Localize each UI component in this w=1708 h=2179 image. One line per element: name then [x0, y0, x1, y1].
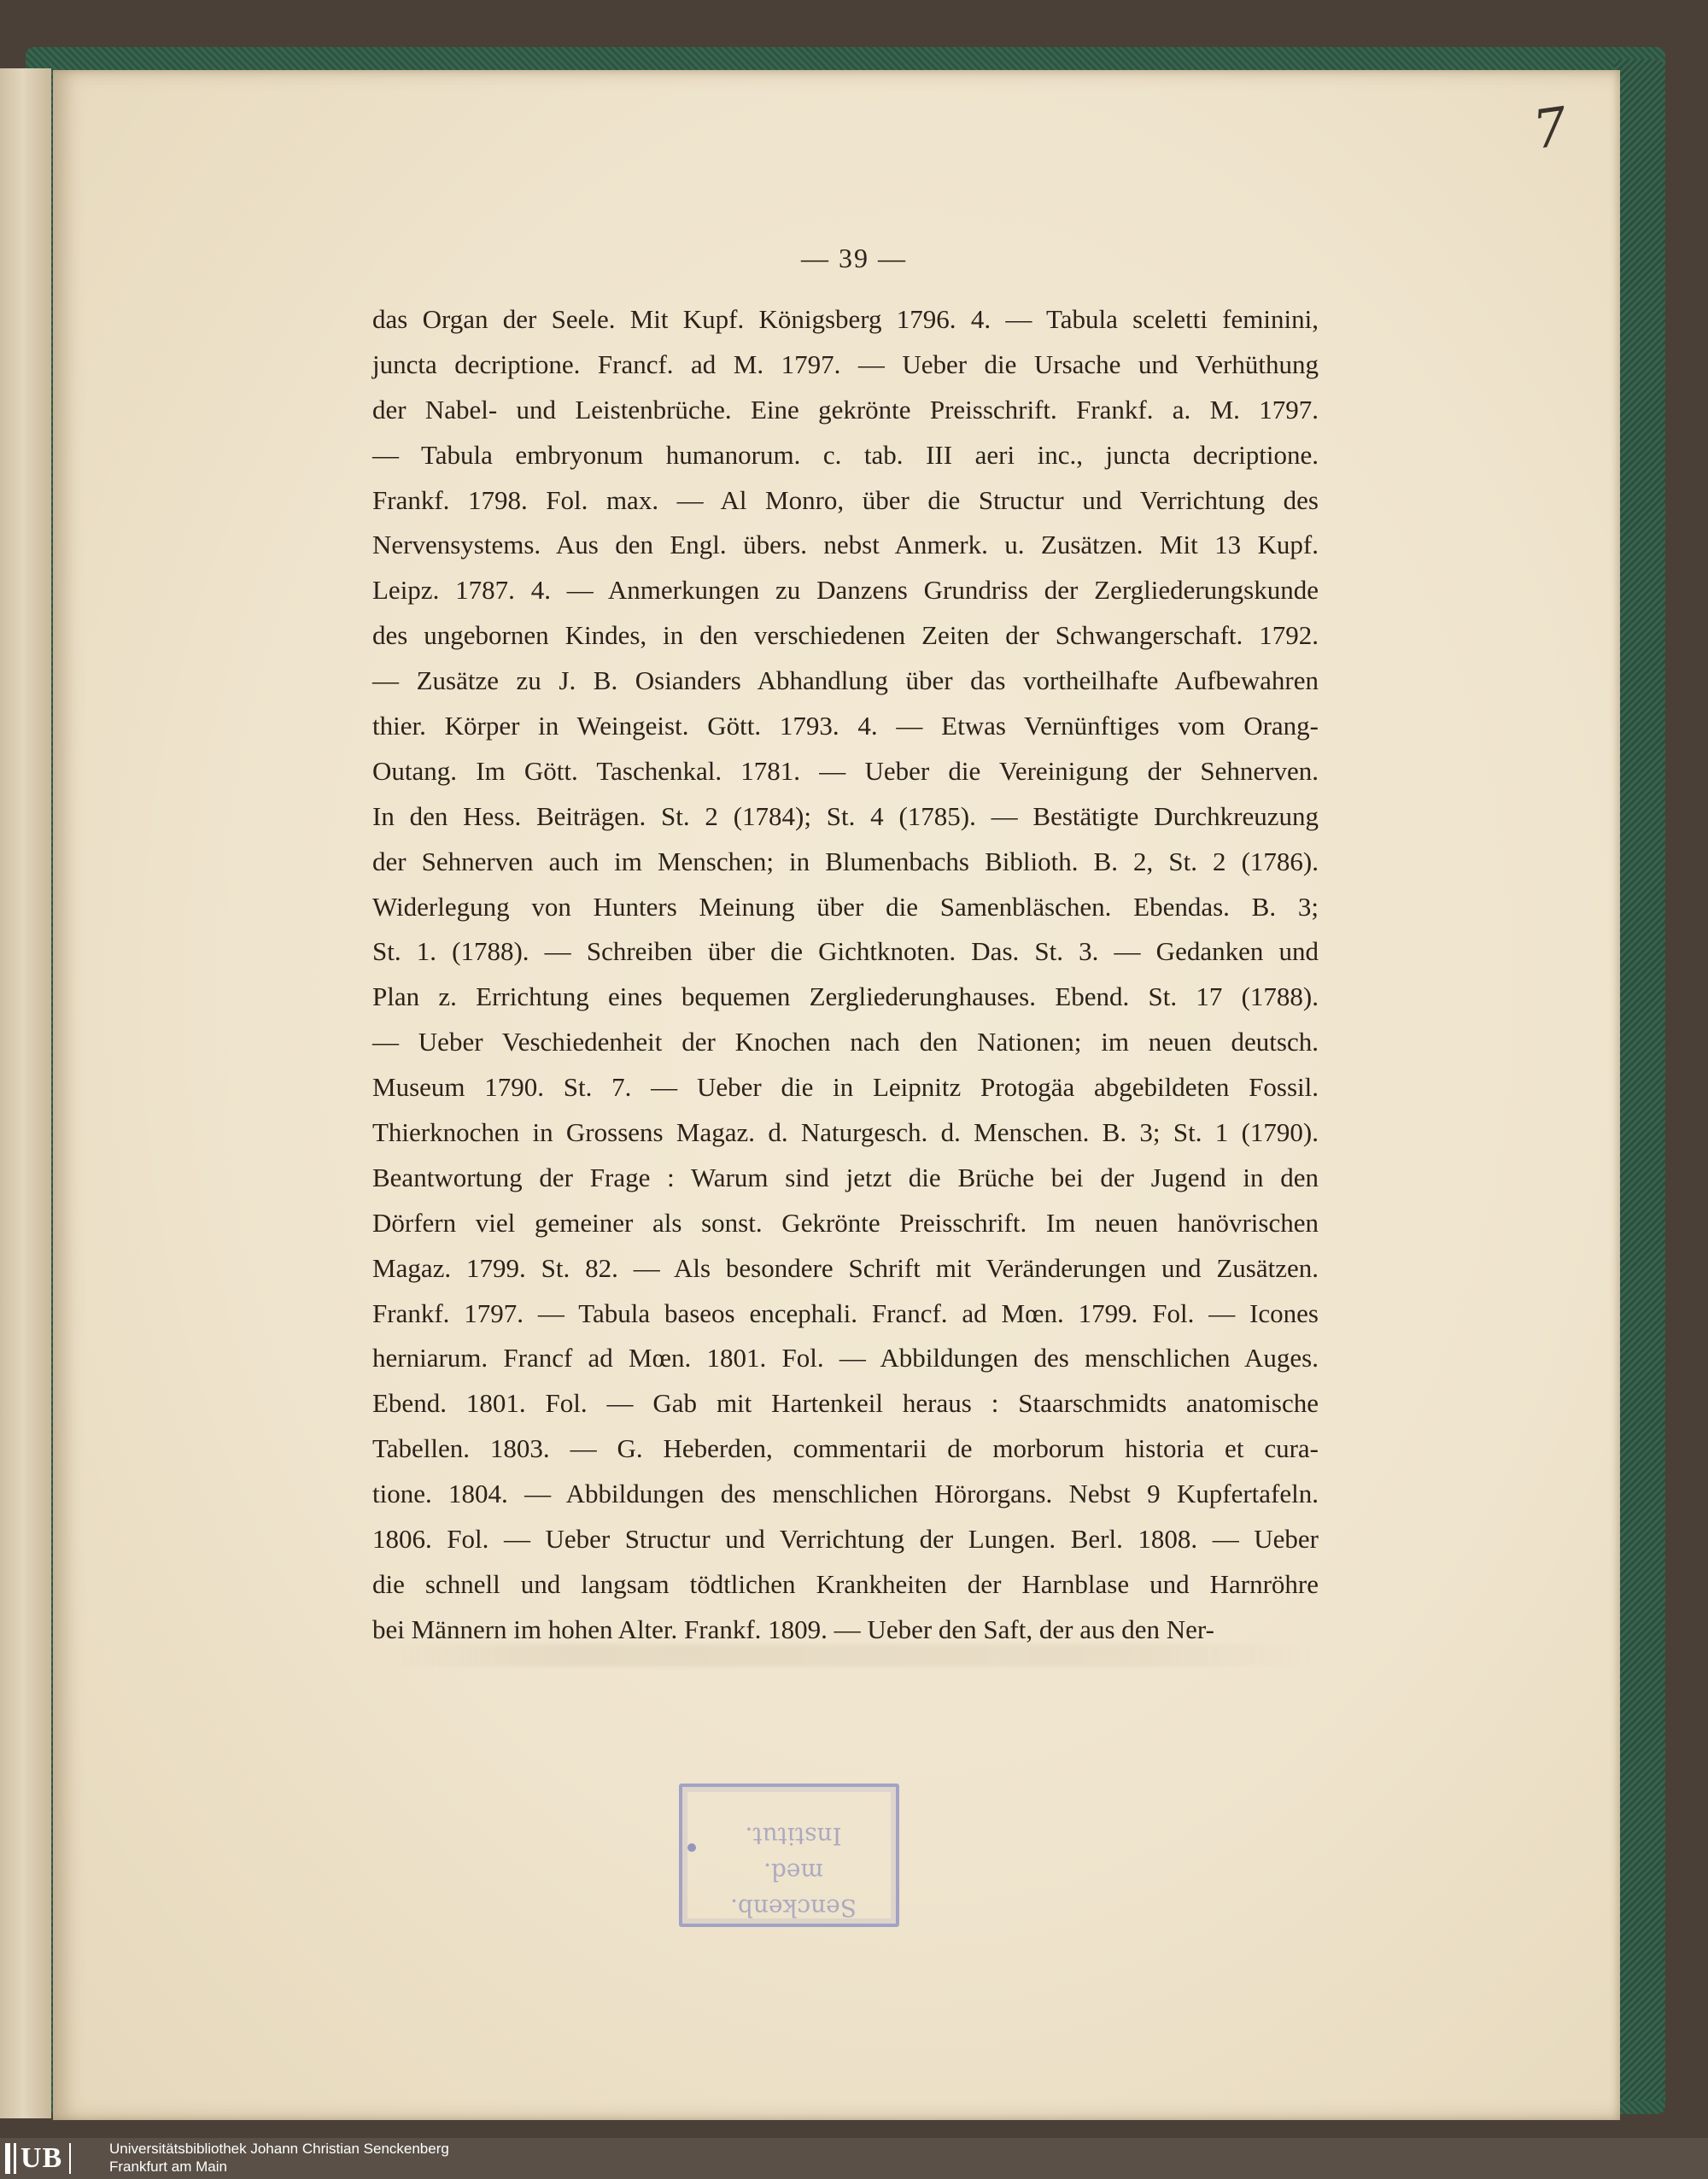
footer-text	[109, 2140, 449, 2176]
text-line: herniarum. Francf ad Mœn. 1801. Fol. — Abbildungen des menschlichen Auges.	[372, 1343, 1319, 1374]
text-line: Plan z. Errichtung eines bequemen Zergliederunghauses. Ebend. St. 17 (1788).	[372, 981, 1319, 1012]
footer-line: Frankfurt am Main	[109, 2158, 227, 2175]
text-line: Tabellen. 1803. — G. Heberden, commentarii de morborum historia et cura-	[372, 1433, 1319, 1464]
body-text	[372, 297, 1319, 1653]
handwritten-folio-number: 7	[1529, 95, 1571, 161]
logo-text: UB	[20, 2143, 71, 2174]
footer-line: Universitätsbibliothek Johann Christian Senckenberg	[109, 2141, 449, 2157]
text-line: Frankf. 1797. — Tabula baseos encephali. Francf. ad Mœn. 1799. Fol. — Icones	[372, 1297, 1319, 1328]
text-line: 1806. Fol. — Ueber Structur und Verrichtung der Lungen. Berl. 1808. — Ueber	[372, 1524, 1319, 1555]
left-page-edge	[0, 68, 51, 2118]
text-line: Museum 1790. St. 7. — Ueber die in Leipnitz Protogäa abgebildeten Fossil.	[372, 1072, 1319, 1103]
text-line: tione. 1804. — Abbildungen des menschlichen Hörorgans. Nebst 9 Kupfertafeln.	[372, 1479, 1319, 1509]
text-line: das Organ der Seele. Mit Kupf. Königsberg 1796. 4. — Tabula sceletti feminini,	[372, 304, 1319, 334]
text-line: der Nabel- und Leistenbrüche. Eine gekrönte Preisschrift. Frankf. a. M. 1797.	[372, 394, 1319, 425]
show-through-text	[384, 1644, 1315, 1666]
page-number: — 39 —	[801, 243, 907, 273]
text-line: bei Männern im hohen Alter. Frankf. 1809. — Ueber den Saft, der aus den Ner-	[372, 1614, 1214, 1644]
text-line: St. 1. (1788). — Schreiben über die Gichtknoten. Das. St. 3. — Gedanken und	[372, 936, 1319, 967]
stamp-text	[717, 1818, 870, 1925]
stamp-dot-icon	[687, 1843, 696, 1852]
text-line: juncta decriptione. Francf. ad M. 1797. — Ueber die Ursache und Verhüthung	[372, 349, 1319, 379]
text-line: — Tabula embryonum humanorum. c. tab. III aeri inc., juncta decriptione.	[372, 439, 1319, 470]
text-line: Nervensystems. Aus den Engl. übers. nebst Anmerk. u. Zusätzen. Mit 13 Kupf.	[372, 530, 1319, 560]
text-line: In den Hess. Beiträgen. St. 2 (1784); St. 4 (1785). — Bestätigte Durchkreuzung	[372, 800, 1319, 831]
text-line: Beantwortung der Frage : Warum sind jetzt die Brüche bei der Jugend in den	[372, 1162, 1319, 1192]
ub-logo	[5, 2143, 71, 2174]
stamp-line: Senckenb.	[730, 1894, 857, 1922]
text-line: Outang. Im Gött. Taschenkal. 1781. — Ueber die Vereinigung der Sehnerven.	[372, 755, 1319, 786]
text-line: der Sehnerven auch im Menschen; in Blumenbachs Biblioth. B. 2, St. 2 (1786).	[372, 846, 1319, 876]
text-line: Widerlegung von Hunters Meinung über die Samenbläschen. Ebendas. B. 3;	[372, 891, 1319, 922]
text-line: thier. Körper in Weingeist. Gött. 1793. 4. — Etwas Vernünftiges vom Orang-	[372, 711, 1319, 741]
book-cover-edge	[1614, 60, 1665, 2101]
text-line: Thierknochen in Grossens Magaz. d. Naturgesch. d. Menschen. B. 3; St. 1 (1790).	[372, 1117, 1319, 1148]
text-line: Leipz. 1787. 4. — Anmerkungen zu Danzens Grundriss der Zergliederungskunde	[372, 575, 1319, 606]
text-line: — Zusätze zu J. B. Osianders Abhandlung über das vortheilhafte Aufbewahren	[372, 665, 1319, 696]
text-line: Frankf. 1798. Fol. max. — Al Monro, über die Structur und Verrichtung des	[372, 484, 1319, 515]
text-line: Dörfern viel gemeiner als sonst. Gekrönte Preisschrift. Im neuen hanövrischen	[372, 1207, 1319, 1238]
text-line: des ungebornen Kindes, in den verschiedenen Zeiten der Schwangerschaft. 1792.	[372, 620, 1319, 651]
library-stamp	[679, 1784, 899, 1927]
logo-bar-icon	[14, 2143, 16, 2174]
text-line: die schnell und langsam tödtlichen Krankheiten der Harnblase und Harnröhre	[372, 1568, 1319, 1599]
text-line: — Ueber Veschiedenheit der Knochen nach den Nationen; im neuen deutsch.	[372, 1027, 1319, 1057]
stamp-line: med. Institut.	[745, 1822, 842, 1886]
text-line: Magaz. 1799. St. 82. — Als besondere Schrift mit Veränderungen und Zusätzen.	[372, 1252, 1319, 1283]
library-footer	[0, 2138, 1708, 2179]
text-line: Ebend. 1801. Fol. — Gab mit Hartenkeil heraus : Staarschmidts anatomische	[372, 1388, 1319, 1419]
logo-bar-icon	[5, 2143, 10, 2174]
